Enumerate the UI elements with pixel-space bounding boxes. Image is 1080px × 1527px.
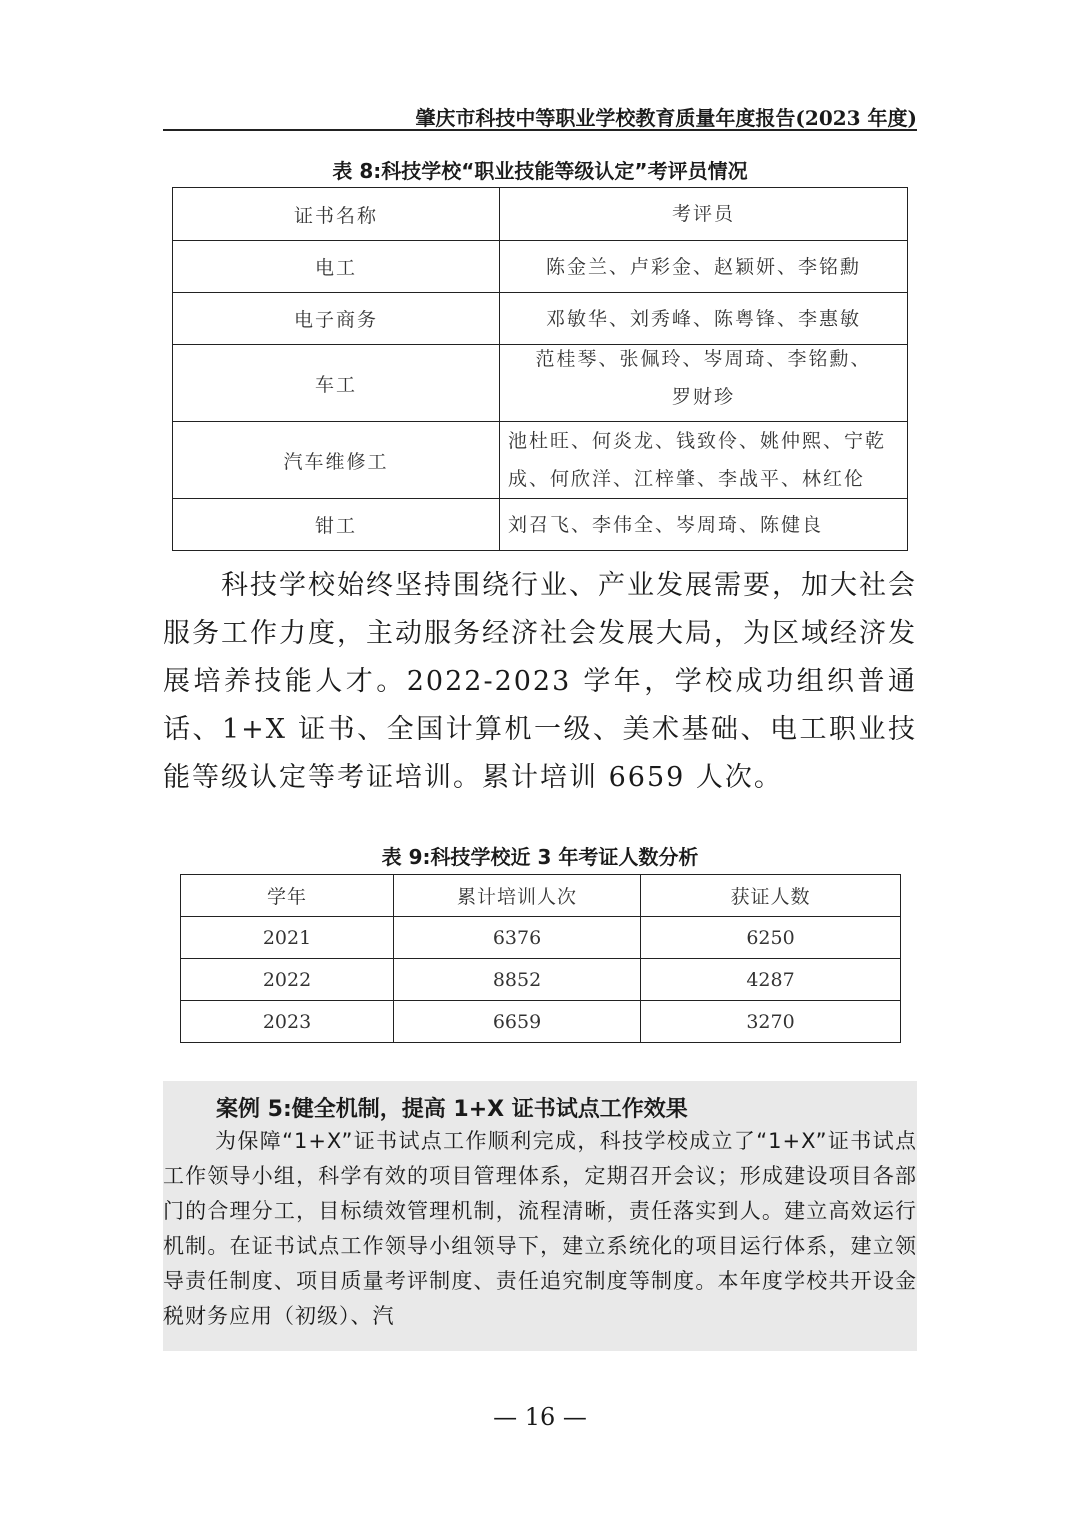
examiner-line: 范桂琴、张佩玲、岑周琦、李铭勳、: [535, 348, 872, 370]
examiner-list: [500, 293, 908, 345]
table8-header-cert: 证书名称: [173, 188, 500, 241]
trainees-cell: 6659: [394, 1001, 641, 1043]
certified-cell: 3270: [641, 1001, 901, 1043]
certified-cell: 4287: [641, 959, 901, 1001]
examiner-line: 邓敏华、刘秀峰、陈粤锋、李惠敏: [545, 307, 861, 330]
trainees-cell: 6376: [394, 917, 641, 959]
body-paragraph: 科技学校始终坚持围绕行业、产业发展需要，加大社会服务工作力度，主动服务经济社会发展大局，为区域经济发展培养技能人才。2022-2023 学年，学校成功组织普通话、1+X 证书、全国计算机一级、美术基础、电工职业技能等级认定等考证培训。累计培训 6659 人次。: [163, 570, 917, 793]
page-number: — 16 —: [493, 1403, 587, 1431]
examiner-list: [500, 345, 908, 422]
examiner-line: 池杜旺、何炎龙、钱致伶、姚仲熙、宁乾: [508, 430, 887, 452]
header-rule: [163, 129, 917, 131]
trainees-cell: 8852: [394, 959, 641, 1001]
examiner-line: 罗财珍: [671, 386, 735, 408]
table-row: [181, 1001, 901, 1043]
certified-cell: 6250: [641, 917, 901, 959]
table-row: [173, 241, 908, 293]
table-row: [173, 345, 908, 422]
cert-name: 电工: [173, 241, 500, 293]
col-year: 学年: [181, 875, 394, 917]
case-study-body: 为保障“1+X”证书试点工作顺利完成，科技学校成立了“1+X”证书试点工作领导小组，科学有效的项目管理体系，定期召开会议；形成建设项目各部门的合理分工，目标绩效管理机制，流程清晰，责任落实到人。建立高效运行机制。在证书试点工作领导小组领导下，建立系统化的项目运行体系，建立领导责任制度、项目质量考评制度、责任追究制度等制度。本年度学校共开设金税财务应用（初级）、汽: [163, 1129, 917, 1328]
table8-caption: 表 8:科技学校“职业技能等级认定”考评员情况: [332, 159, 748, 183]
cert-name: 车工: [173, 345, 500, 422]
col-certified: 获证人数: [641, 875, 901, 917]
table-row: [181, 959, 901, 1001]
report-header: 肇庆市科技中等职业学校教育质量年度报告(2023 年度): [415, 106, 917, 130]
table-row: [173, 499, 908, 551]
examiner-line: 成、何欣洋、江梓肇、李战平、林红伦: [508, 468, 866, 490]
year-cell: 2022: [181, 959, 394, 1001]
examiner-table: [172, 187, 908, 551]
table-header-row: [181, 875, 901, 917]
table-row: [181, 917, 901, 959]
table9-caption: 表 9:科技学校近 3 年考证人数分析: [381, 845, 699, 869]
cert-name: 汽车维修工: [173, 422, 500, 499]
examiner-line: 陈金兰、卢彩金、赵颖妍、李铭勳: [545, 255, 861, 278]
table-row: [173, 293, 908, 345]
examiner-list: [500, 241, 908, 293]
examiner-line: 刘召飞、李伟全、岑周琦、陈健良: [508, 513, 824, 536]
cert-name: 钳工: [173, 499, 500, 551]
cert-name: 电子商务: [173, 293, 500, 345]
examiner-list: [500, 422, 908, 499]
col-trainees: 累计培训人次: [394, 875, 641, 917]
cert-count-table: [180, 874, 901, 1043]
table-row: [173, 422, 908, 499]
examiner-list: [500, 499, 908, 551]
case-study-title: 案例 5:健全机制，提高 1+X 证书试点工作效果: [216, 1097, 688, 1122]
year-cell: 2023: [181, 1001, 394, 1043]
year-cell: 2021: [181, 917, 394, 959]
table8-header-examiners: 考评员: [500, 188, 908, 241]
